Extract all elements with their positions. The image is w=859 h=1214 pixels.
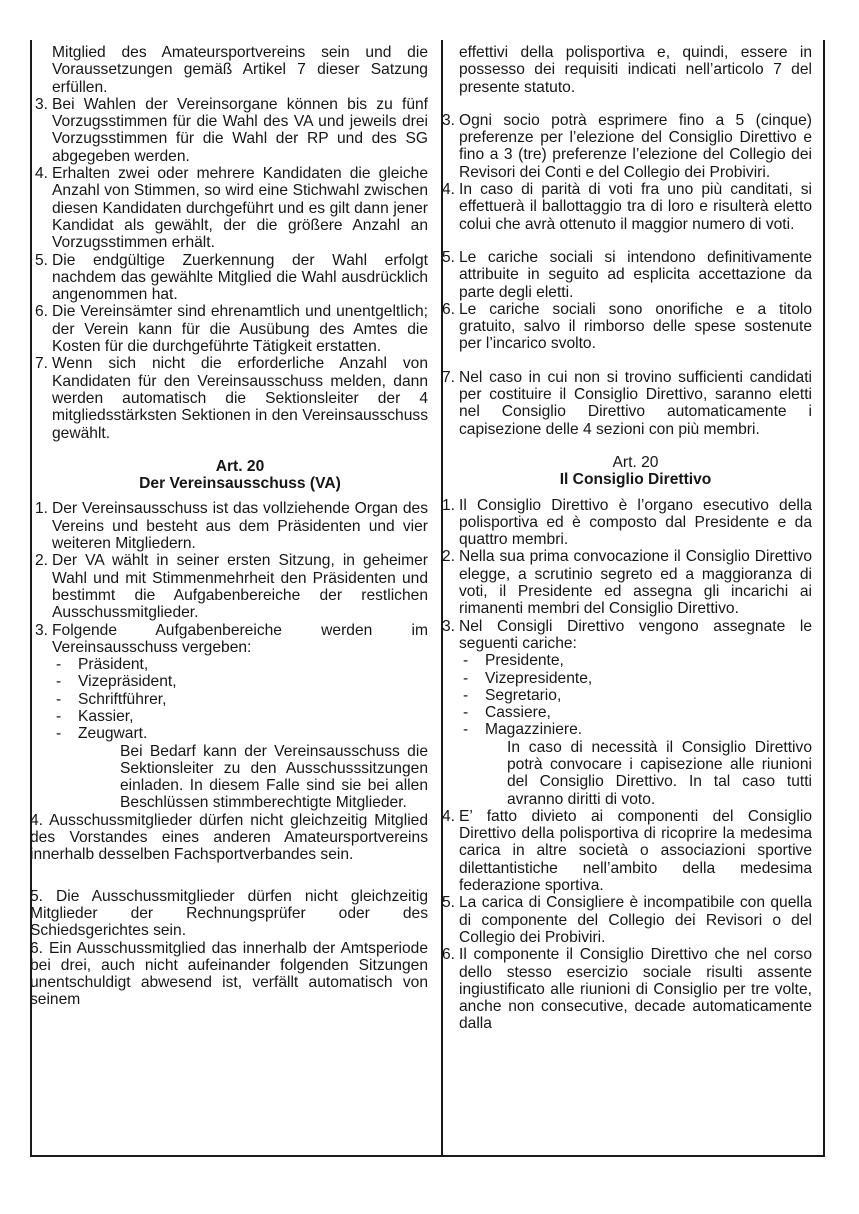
italian-column xyxy=(441,44,812,1033)
italian-role-item: - Vizepresidente, xyxy=(463,669,593,687)
italian-art20-item-5: 5. La carica di Consigliere è incompatibile con quella di componente del Collegio dei Revisori o del Collegio dei Probiviri. xyxy=(441,894,812,946)
italian-item-5: 5. Le cariche sociali si intendono definitivamente attribuite in seguito ad esplicita accettazione da parte degli eletti. xyxy=(441,248,812,301)
italian-item-4: 4. In caso di parità di voti fra uno più canditati, si effettuerà il ballottaggio tra di loro e risulterà eletto colui che avrà ottenuto il maggior numero di voti. xyxy=(441,181,812,233)
italian-art20-item-2: 2. Nella sua prima convocazione il Consiglio Direttivo elegge, a scrutinio segreto ed a maggioranza di voti, il Presidente ed assegna gli incarichi ai rimanenti membri del Consiglio Direttivo. xyxy=(441,548,812,618)
german-art20-item-5: 5. Die Ausschussmitglieder dürfen nicht gleichzeitig Mitglieder der Rechnungsprüfer oder des Schiedsgerichtes sein. xyxy=(30,887,428,940)
german-role-item: - Kassier, xyxy=(56,707,134,725)
german-role-item: - Zeugwart. xyxy=(56,725,148,743)
german-role-item: - Vizepräsident, xyxy=(56,673,177,691)
german-item-4: 4. Erhalten zwei oder mehrere Kandidaten die gleiche Anzahl von Stimmen, so wird eine Stichwahl zwischen diesen Kandidaten durchgeführt und es gilt dann jener Kandidat als gewählt, der die größere Anzahl an Vorzugsstimmen erhält. xyxy=(34,165,428,252)
italian-art20-item-6: 6. Il componente il Consiglio Direttivo che nel corso dello stesso esercizio sociale risulti assente ingiustificato alle riunioni di Consiglio per tre volte, anche non consecutive, decade automaticamente dalla xyxy=(441,946,812,1033)
italian-art20-item-3: 3. Nel Consigli Direttivo vengono assegnate le seguenti cariche: xyxy=(441,617,812,652)
german-art20-item-1: 1. Der Vereinsausschuss ist das vollziehende Organ des Vereins und besteht aus dem Präsidenten und vier weiteren Mitgliedern. xyxy=(34,500,428,553)
german-column xyxy=(30,44,428,1009)
german-role-note: Bei Bedarf kann der Vereinsausschuss die Sektionsleiter zu den Ausschusssitzungen einladen. In diesem Falle sind sie bei allen Beschlüssen stimmberechtigte Mitglieder. xyxy=(120,742,428,812)
italian-role-item: - Segretario, xyxy=(463,686,562,704)
frame-right-border xyxy=(823,40,825,1157)
german-intro-text: Mitglied des Amateursportvereins sein und die Voraussetzungen gemäß Artikel 7 dieser Satzung erfüllen. xyxy=(52,44,428,96)
italian-role-note: In caso di necessità il Consiglio Direttivo potrà convocare i capisezione alle riunioni del Consiglio Direttivo. In tal caso tutti avranno diritti di voto. xyxy=(507,738,812,808)
italian-role-item: - Presidente, xyxy=(463,652,564,670)
italian-art20-item-1: 1. Il Consiglio Direttivo è l’organo esecutivo della polisportiva ed è composto dal Presidente e da quattro membri. xyxy=(441,496,812,549)
frame-center-divider xyxy=(441,40,443,1157)
german-article-title: Der Vereinsausschuss (VA) xyxy=(139,475,341,493)
german-item-7: 7. Wenn sich nicht die erforderliche Anzahl von Kandidaten für den Vereinsausschuss melden, dann werden automatisch die Sektionsleiter der 4 mitgliedsstärksten Sektionen in den Vereinsausschuss gewählt. xyxy=(34,355,428,442)
german-item-3: 3. Bei Wahlen der Vereinsorgane können bis zu fünf Vorzugsstimmen für die Wahl des VA und jeweils drei Vorzugsstimmen für die Wahl der RP und des SG abgegeben werden. xyxy=(34,95,428,165)
italian-art20-item-4: 4. E’ fatto divieto ai componenti del Consiglio Direttivo della polisportiva di ricoprire la medesima carica in altre società o associazioni sportive dilettantistiche nell’ambito della medesima federazione sportiva. xyxy=(441,807,812,895)
italian-article-number: Art. 20 xyxy=(612,453,659,471)
german-art20-item-3: 3. Folgende Aufgabenbereiche werden im Vereinsausschuss vergeben: xyxy=(34,621,428,656)
italian-intro-text: effettivi della polisportiva e, quindi, essere in possesso dei requisiti indicati nell’articolo 7 del presente statuto. xyxy=(459,44,812,96)
german-item-5: 5. Die endgültige Zuerkennung der Wahl erfolgt nachdem das gewählte Mitglied die Wahl ausdrücklich angenommen hat. xyxy=(34,251,428,304)
italian-role-item: - Cassiere, xyxy=(463,704,551,722)
german-art20-item-2: 2. Der VA wählt in seiner ersten Sitzung, in geheimer Wahl und mit Stimmenmehrheit den Präsidenten und bestimmt die Aufgabenbereiche der restlichen Ausschussmitglieder. xyxy=(34,552,428,622)
german-art20-item-6: 6. Ein Ausschussmitglied das innerhalb der Amtsperiode bei drei, auch nicht aufeinander folgenden Sitzungen unentschuldigt abwesend ist, verfällt automatisch von seinem xyxy=(30,939,428,1009)
german-item-6: 6. Die Vereinsämter sind ehrenamtlich und unentgeltlich; der Verein kann für die Ausübung des Amtes die Kosten für die durchgeführte Tätigkeit erstatten. xyxy=(34,303,428,356)
italian-role-item: - Magazziniere. xyxy=(463,721,583,739)
german-role-item: - Schriftführer, xyxy=(56,690,167,708)
german-art20-item-4: 4. Ausschussmitglieder dürfen nicht gleichzeitig Mitglied des Vorstandes eines anderen Amateursportvereins innerhalb desselben Fachsportverbandes sein. xyxy=(30,811,428,864)
frame-bottom-border xyxy=(30,1155,825,1157)
german-article-number: Art. 20 xyxy=(215,457,265,475)
italian-item-3: 3. Ogni socio potrà esprimere fino a 5 (cinque) preferenze per l’elezione del Consiglio Direttivo e fino a 3 (tre) preferenze l’elezione del Collegio dei Revisori dei Conti e del Collegio dei Probiviri. xyxy=(441,111,812,181)
german-role-item: - Präsident, xyxy=(56,656,149,674)
italian-item-6: 6. Le cariche sociali sono onorifiche e a titolo gratuito, salvo il rimborso delle spese sostenute per l’incarico svolto. xyxy=(441,300,812,353)
italian-item-7: 7. Nel caso in cui non si trovino sufficienti candidati per costituire il Consiglio Direttivo, saranno eletti nel Consiglio Direttivo automaticamente i capisezione delle 4 sezioni con più membri. xyxy=(441,368,812,438)
italian-article-title: Il Consiglio Direttivo xyxy=(559,471,712,489)
